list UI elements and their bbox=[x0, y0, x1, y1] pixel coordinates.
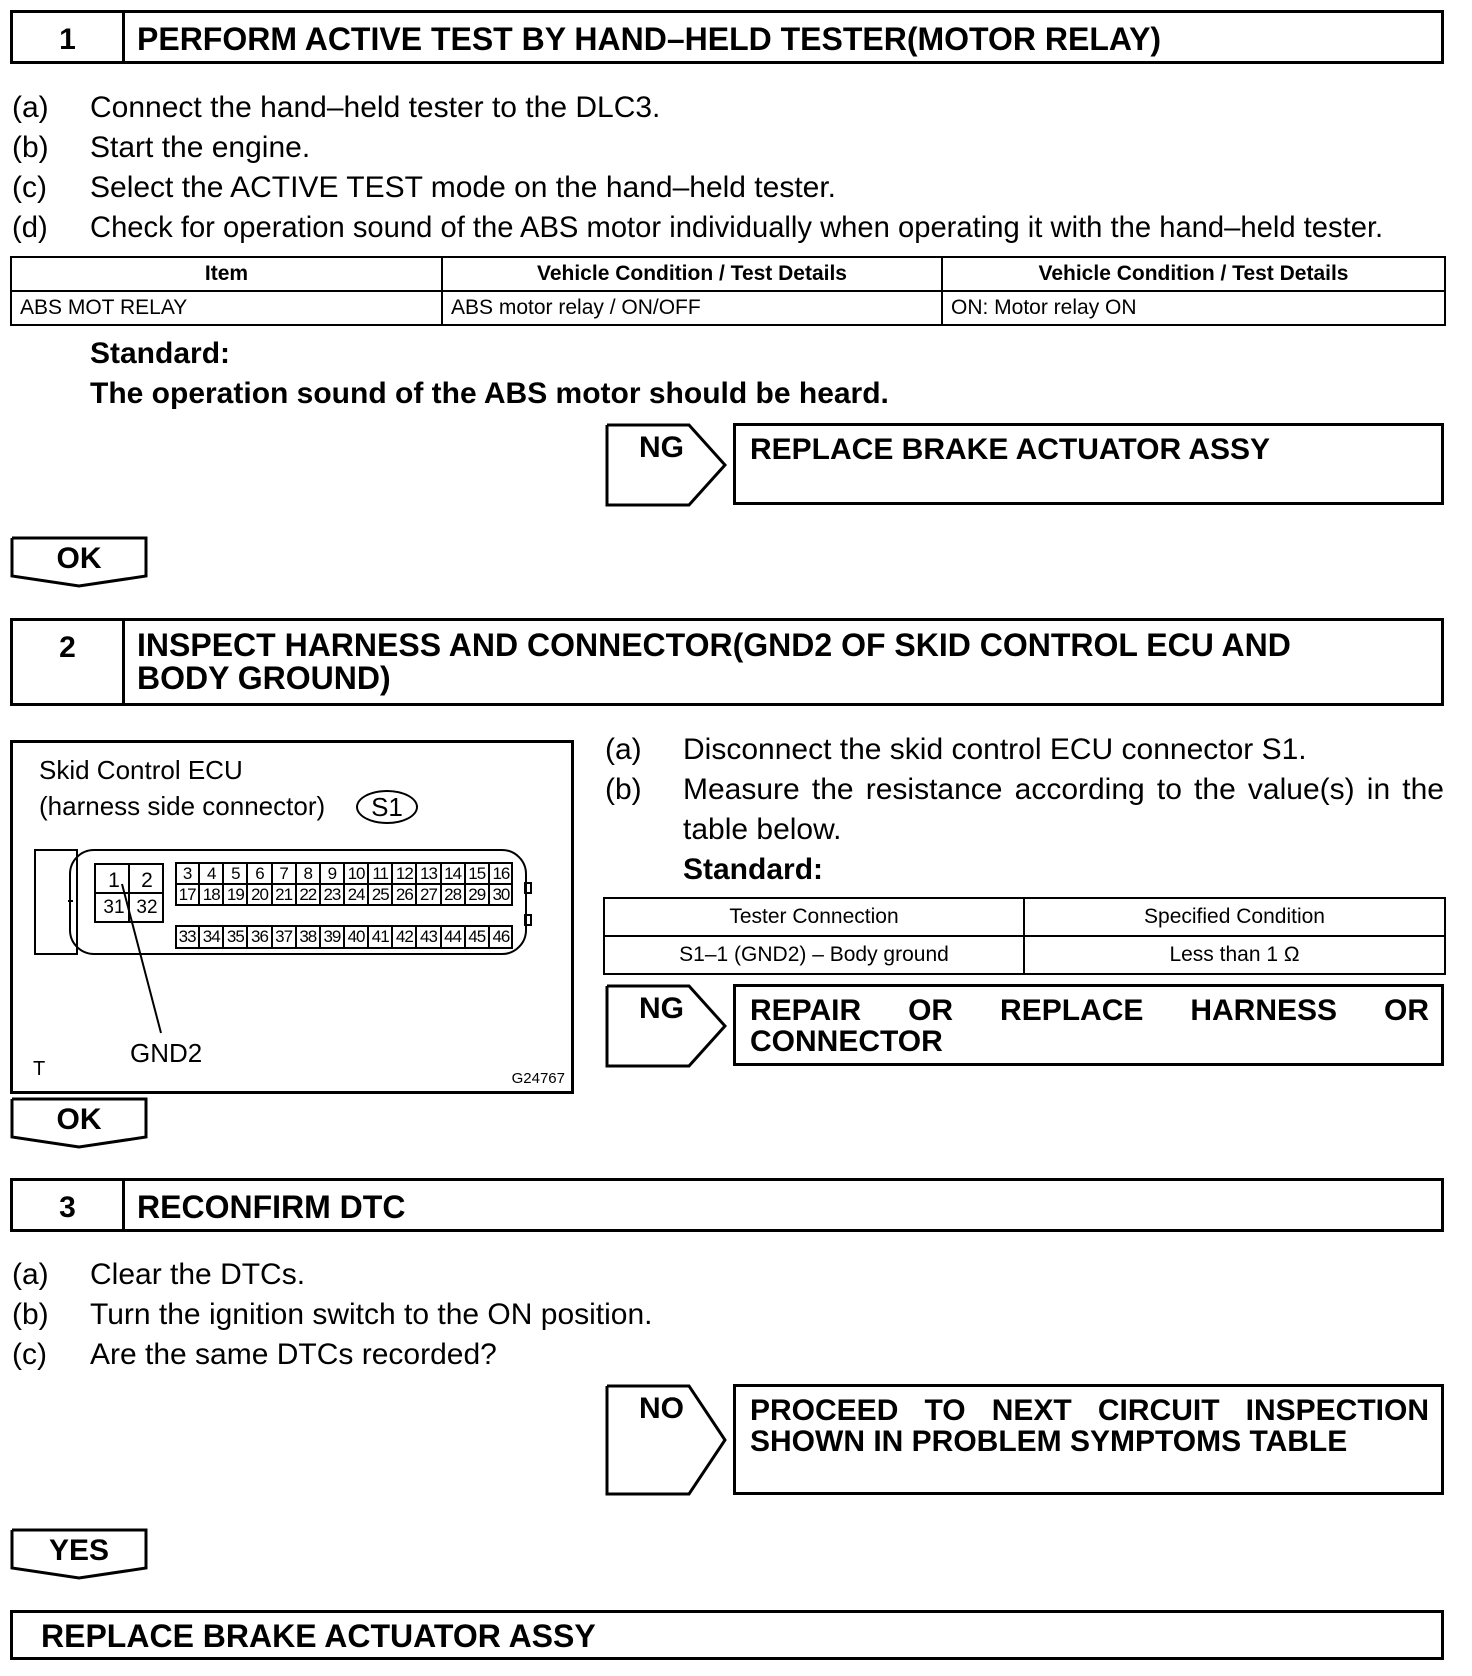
table-header-cell: Vehicle Condition / Test Details bbox=[442, 257, 942, 291]
standard-label: Standard: bbox=[90, 337, 231, 370]
pin-label: 13 bbox=[415, 863, 439, 884]
step-title-line: BODY GROUND) bbox=[137, 660, 391, 696]
instruction-label: (b) bbox=[605, 773, 642, 806]
table-row bbox=[604, 936, 1445, 974]
pin-label: 33 bbox=[178, 927, 196, 946]
table-header-cell: Item bbox=[11, 257, 442, 291]
pin-label: 16 bbox=[488, 863, 512, 884]
instruction-item bbox=[12, 1255, 305, 1295]
table-header-cell: Tester Connection bbox=[604, 898, 1024, 936]
table-cell: ABS MOT RELAY bbox=[11, 291, 442, 325]
ng-result-line: CONNECTOR bbox=[750, 1025, 943, 1058]
table-cell: S1–1 (GND2) – Body ground bbox=[604, 936, 1024, 974]
pin-label: 42 bbox=[391, 926, 415, 948]
instruction-text: Turn the ignition switch to the ON position. bbox=[90, 1298, 653, 1331]
pin-row bbox=[176, 884, 512, 905]
pin-label: 21 bbox=[271, 884, 295, 905]
corner-mark: T bbox=[33, 1058, 46, 1080]
pin-label: 3 bbox=[182, 864, 192, 883]
instruction-label: (c) bbox=[12, 1338, 47, 1371]
pin-label: 36 bbox=[246, 926, 270, 948]
gnd2-callout: GND2 bbox=[130, 1038, 203, 1068]
step-1-header bbox=[10, 10, 1444, 64]
pin-label: 37 bbox=[271, 926, 295, 948]
instruction-item bbox=[12, 88, 660, 128]
pin-label: 26 bbox=[391, 884, 415, 905]
instruction-text: Disconnect the skid control ECU connector S1. bbox=[683, 733, 1307, 766]
step-title: PERFORM ACTIVE TEST BY HAND–HELD TESTER(MOTOR RELAY) bbox=[137, 21, 1162, 57]
figure-code: G24767 bbox=[511, 1070, 565, 1087]
ng-result-box: REPLACE BRAKE ACTUATOR ASSY bbox=[733, 423, 1444, 505]
pin-label: 17 bbox=[178, 885, 196, 904]
instruction-text-line: Measure the resistance according to the value(s) in the bbox=[683, 773, 1444, 806]
pin-label: 24 bbox=[343, 884, 367, 905]
ok-label: OK bbox=[56, 1103, 102, 1136]
instruction-text: Are the same DTCs recorded? bbox=[90, 1338, 497, 1371]
table-header-cell: Vehicle Condition / Test Details bbox=[942, 257, 1445, 291]
pin-label: 1 bbox=[108, 869, 120, 892]
figure-title: Skid Control ECU bbox=[39, 755, 243, 785]
pin-label: 46 bbox=[488, 926, 512, 948]
table-row bbox=[11, 291, 1445, 325]
pin-row bbox=[176, 863, 512, 884]
pin-label: 35 bbox=[222, 926, 246, 948]
instruction-item bbox=[12, 1295, 653, 1335]
pin-label: 29 bbox=[464, 884, 488, 905]
pin-label: 38 bbox=[295, 926, 319, 948]
instruction-label: (b) bbox=[12, 131, 49, 164]
pin-label: 45 bbox=[464, 926, 488, 948]
table-header-row bbox=[604, 898, 1445, 936]
yes-label: YES bbox=[48, 1534, 110, 1567]
instruction-label: (c) bbox=[12, 171, 47, 204]
pin-label: 12 bbox=[391, 863, 415, 884]
final-action-box bbox=[10, 1610, 1444, 1660]
instruction-text: Start the engine. bbox=[90, 131, 311, 164]
ng-label: NG bbox=[639, 431, 684, 464]
table-cell: ABS motor relay / ON/OFF bbox=[442, 291, 942, 325]
figure-subtitle: (harness side connector) bbox=[39, 791, 326, 821]
final-action-text: REPLACE BRAKE ACTUATOR ASSY bbox=[41, 1618, 596, 1654]
instruction-text: Clear the DTCs. bbox=[90, 1258, 306, 1291]
ng-arrow bbox=[605, 423, 727, 507]
table-cell: ON: Motor relay ON bbox=[942, 291, 1445, 325]
step-number: 1 bbox=[13, 13, 125, 61]
pin-label: 31 bbox=[103, 897, 125, 918]
table-cell: Less than 1 Ω bbox=[1024, 936, 1445, 974]
pin-label: 2 bbox=[141, 869, 153, 892]
pin-label: 28 bbox=[440, 884, 464, 905]
standard-label: Standard: bbox=[683, 853, 824, 886]
ng-result-line: REPAIR OR REPLACE HARNESS OR bbox=[750, 994, 1429, 1027]
instruction-text-line: table below. bbox=[683, 813, 842, 846]
no-result-line: PROCEED TO NEXT CIRCUIT INSPECTION bbox=[750, 1394, 1429, 1427]
instruction-text bbox=[683, 770, 1444, 850]
ng-result-box bbox=[733, 984, 1444, 1066]
pin-label: 9 bbox=[319, 863, 343, 884]
step-3-header bbox=[10, 1178, 1444, 1232]
pin-label: 7 bbox=[271, 863, 295, 884]
ok-label: OK bbox=[56, 542, 102, 575]
ok-arrow bbox=[10, 1097, 148, 1149]
pin-label: 10 bbox=[343, 863, 367, 884]
instruction-text: Check for operation sound of the ABS motor individually when operating it with the hand–held tester. bbox=[90, 212, 1384, 244]
ng-arrow bbox=[605, 984, 727, 1068]
pin-label: 22 bbox=[295, 884, 319, 905]
step-title bbox=[125, 621, 1441, 703]
connector-figure bbox=[10, 740, 574, 1094]
pin-label: 11 bbox=[367, 863, 391, 884]
yes-arrow bbox=[10, 1528, 148, 1580]
pin-row bbox=[176, 926, 512, 948]
resistance-table bbox=[603, 897, 1446, 975]
instruction-label: (d) bbox=[12, 212, 48, 244]
step-title-line: INSPECT HARNESS AND CONNECTOR(GND2 OF SKID CONTROL ECU AND bbox=[137, 627, 1291, 663]
pin-label: 41 bbox=[367, 926, 391, 948]
connector-id: S1 bbox=[371, 791, 403, 822]
table-header-row bbox=[11, 257, 1445, 291]
pin-label: 43 bbox=[415, 926, 439, 948]
instruction-item bbox=[12, 168, 836, 208]
pin-label: 6 bbox=[246, 863, 270, 884]
pin-label: 23 bbox=[319, 884, 343, 905]
no-result-line: SHOWN IN PROBLEM SYMPTOMS TABLE bbox=[750, 1425, 1348, 1458]
ok-arrow bbox=[10, 536, 148, 588]
pin-label: 44 bbox=[440, 926, 464, 948]
pin-label: 14 bbox=[440, 863, 464, 884]
instruction-text: Select the ACTIVE TEST mode on the hand–held tester. bbox=[90, 171, 837, 204]
instruction-label: (a) bbox=[12, 1258, 49, 1291]
instruction-item bbox=[12, 128, 310, 168]
pin-label: 25 bbox=[367, 884, 391, 905]
pin-label: 18 bbox=[198, 884, 222, 905]
pin-label: 32 bbox=[136, 897, 158, 918]
instruction-item bbox=[12, 208, 1383, 248]
instruction-item bbox=[12, 1335, 497, 1375]
pin-label: 34 bbox=[198, 926, 222, 948]
step-title: RECONFIRM DTC bbox=[137, 1189, 406, 1225]
pin-label: 15 bbox=[464, 863, 488, 884]
step-number: 2 bbox=[13, 621, 125, 703]
standard-text: The operation sound of the ABS motor should be heard. bbox=[90, 377, 889, 410]
pin-label: 20 bbox=[246, 884, 270, 905]
active-test-table bbox=[10, 256, 1446, 326]
pin-label: 5 bbox=[222, 863, 246, 884]
instruction-label: (a) bbox=[605, 733, 642, 766]
instruction-label: (b) bbox=[12, 1298, 49, 1331]
step-number: 3 bbox=[13, 1181, 125, 1229]
instruction-item bbox=[605, 730, 1307, 770]
table-header-cell: Specified Condition bbox=[1024, 898, 1445, 936]
pin-label: 39 bbox=[319, 926, 343, 948]
no-label: NO bbox=[639, 1392, 684, 1425]
instruction-label: (a) bbox=[12, 91, 49, 124]
ng-label: NG bbox=[639, 992, 684, 1025]
pin-label: 30 bbox=[488, 884, 512, 905]
step-2-header bbox=[10, 618, 1444, 706]
pin-label: 27 bbox=[415, 884, 439, 905]
pin-label: 4 bbox=[198, 863, 222, 884]
instruction-item bbox=[605, 770, 1444, 850]
instruction-text: Connect the hand–held tester to the DLC3. bbox=[90, 91, 661, 124]
pin-label: 19 bbox=[222, 884, 246, 905]
pin-label: 40 bbox=[343, 926, 367, 948]
no-arrow bbox=[605, 1384, 727, 1496]
no-result-box bbox=[733, 1384, 1444, 1495]
pin-label: 8 bbox=[295, 863, 319, 884]
